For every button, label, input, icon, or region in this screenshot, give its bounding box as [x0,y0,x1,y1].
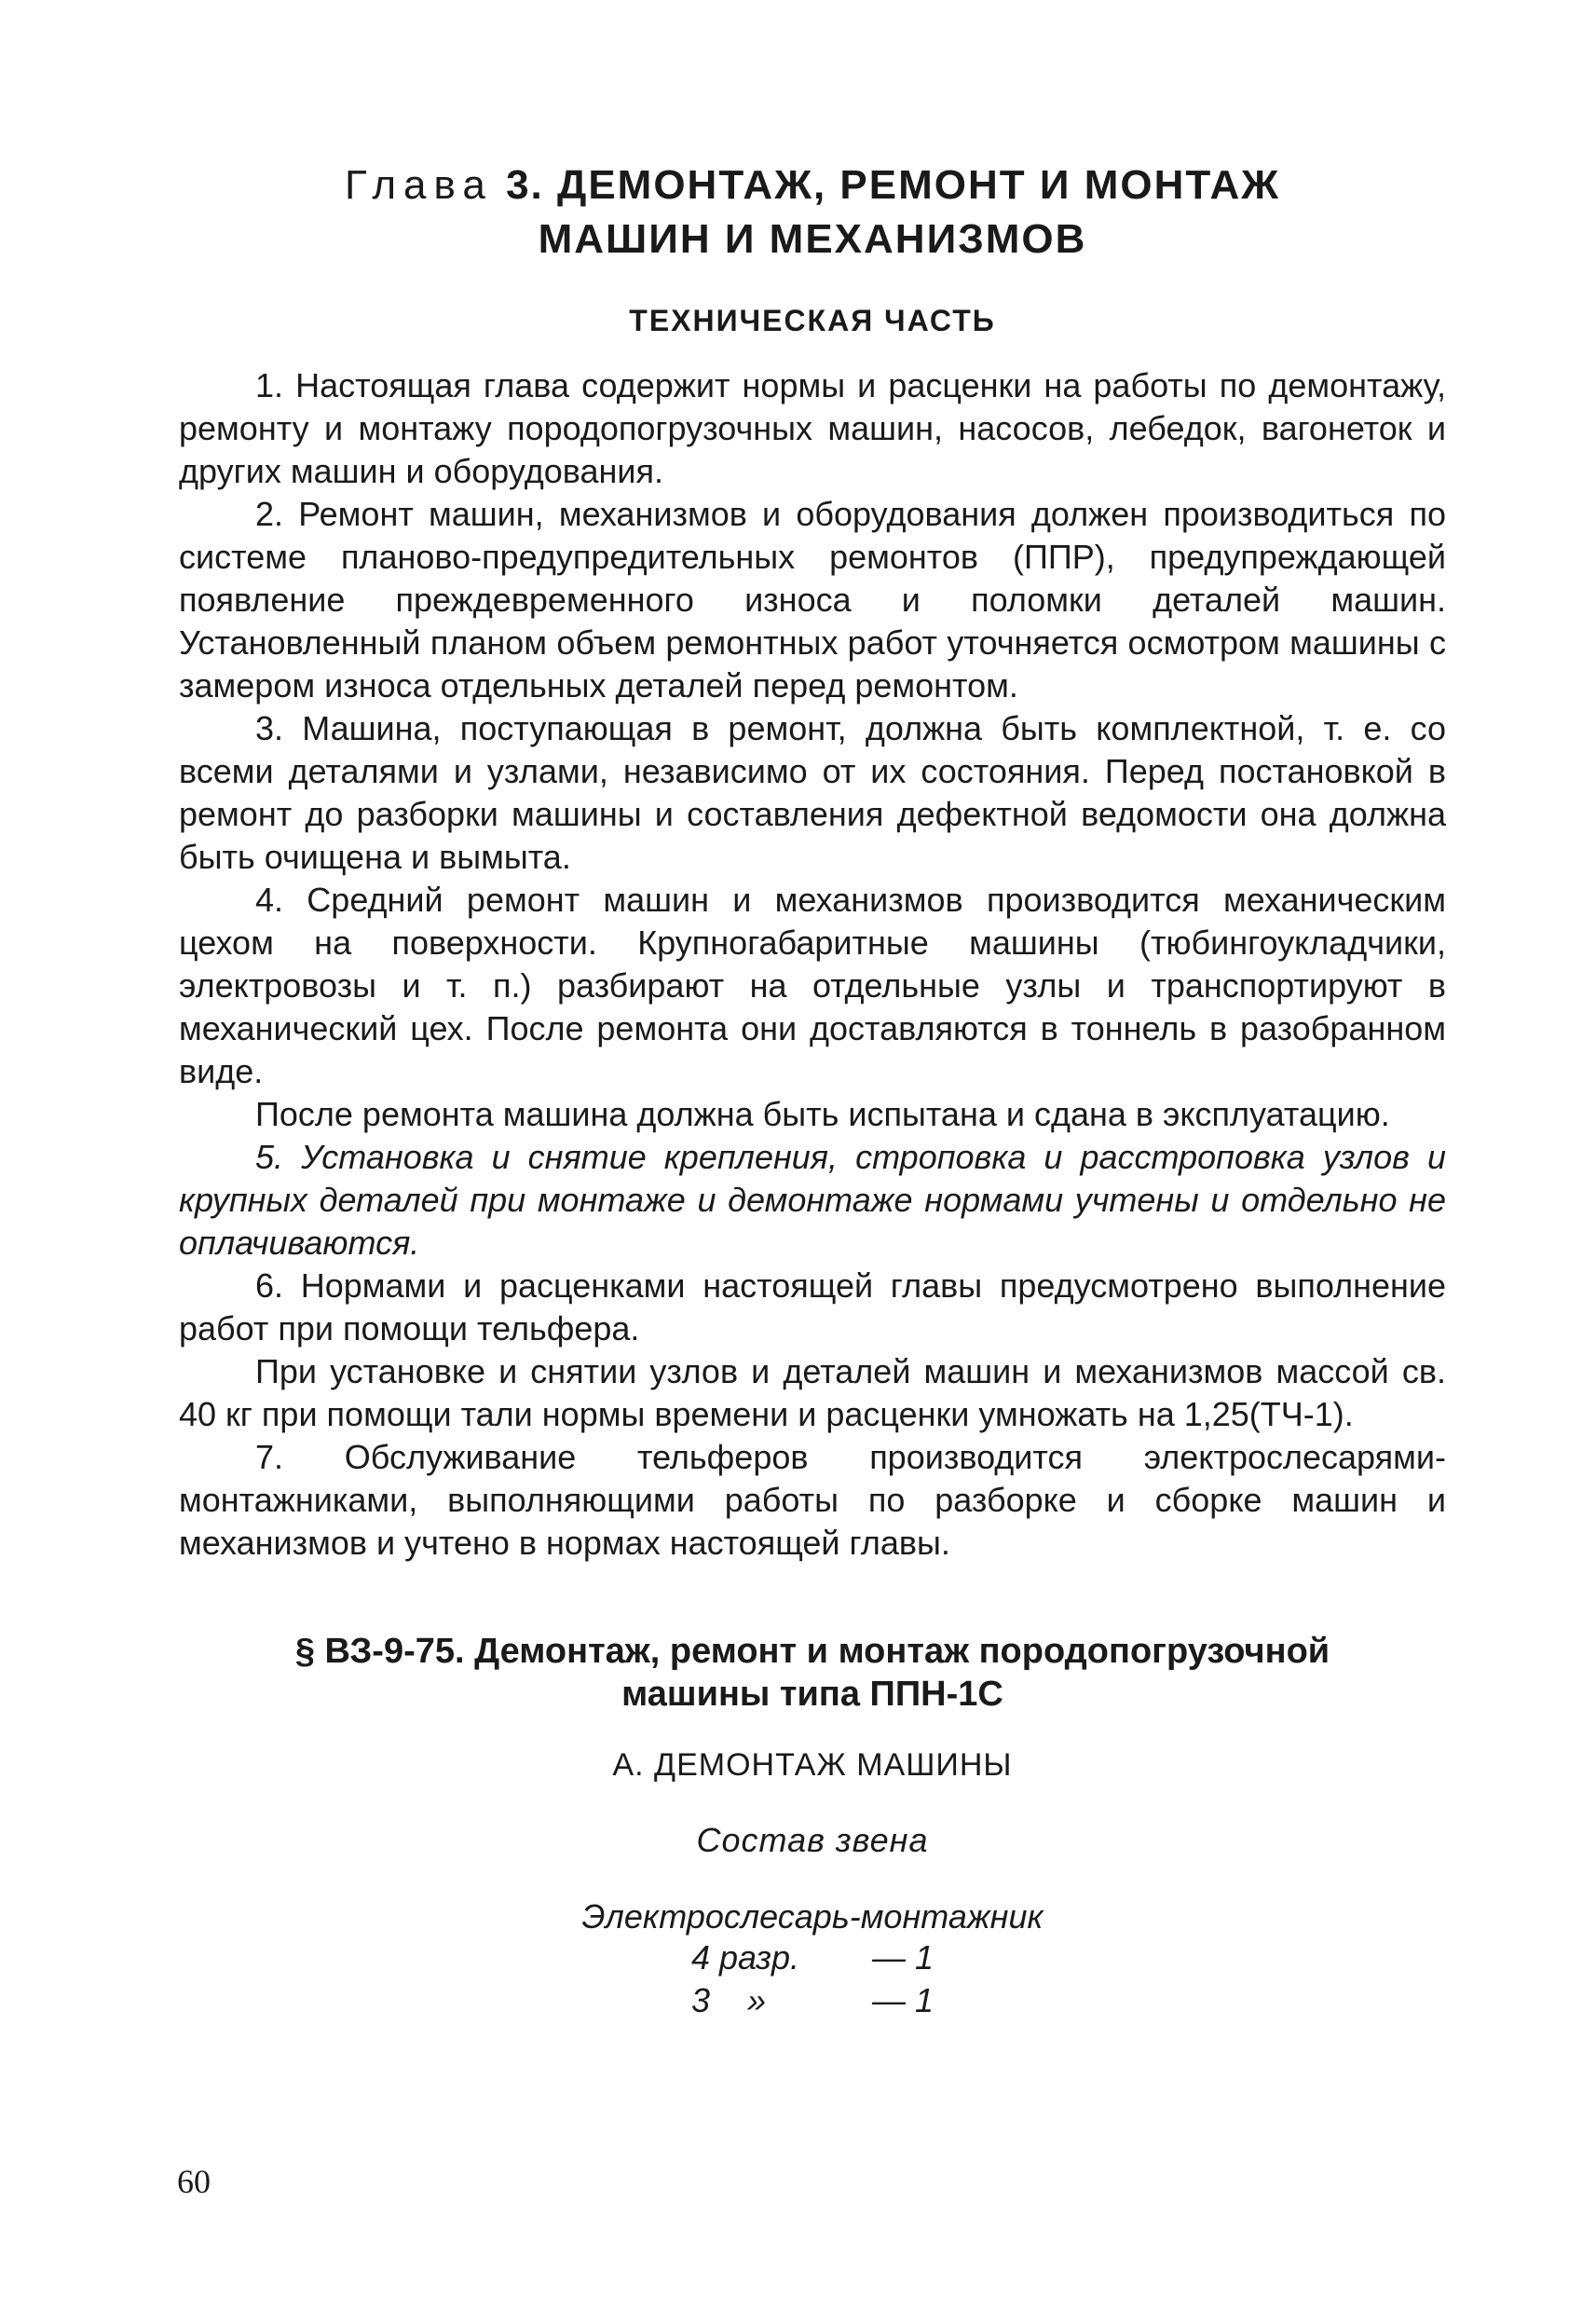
crew-count: — 1 [871,1981,934,2019]
paragraph-1: 1. Настоящая глава содержит нормы и расценки на работы по демонтажу, ремонту и монтажу породопогрузочных машин, насосов, лебедок, вагонеток и других машин и оборудования. [179,366,1446,490]
technical-part-heading: ТЕХНИЧЕСКАЯ ЧАСТЬ [629,304,996,337]
crew-grade: 4 разр. [691,1938,800,1977]
paragraph-2: 2. Ремонт машин, механизмов и оборудования должен производиться по системе планово-предупредительных ремонтов (ППР), предупреждающей появление преждевременного износа и поломки деталей машин. Установленный планом объем ремонтных работ уточняется осмотром машины с замером износа отдельных деталей перед ремонтом. [179,495,1446,705]
paragraph-6: 6. Нормами и расценками настоящей главы предусмотрено выполнение работ при помощи тельфера. [179,1266,1446,1348]
crew-count: — 1 [871,1938,934,1977]
paragraph-7: 7. Обслуживание тельферов производится электрослесарями-монтажниками, выполняющими работы по разборке и сборке машин и механизмов и учтено в нормах настоящей главы. [179,1438,1446,1562]
paragraph-5: 5. Установка и снятие крепления, строповка и расстроповка узлов и крупных деталей при монтаже и демонтаже нормами учтены и отдельно не оплачиваются. [179,1138,1446,1262]
crew-row [691,1936,934,1979]
section-heading [179,1630,1446,1716]
section-heading-line2: машины типа ППН-1С [621,1675,1003,1714]
paragraph-4: 4. Средний ремонт машин и механизмов производится механическим цехом на поверхности. Крупногабаритные машины (тюбингоукладчики, электровозы и т. п.) разбирают на отдельные узлы и транспортируют в механический цех. После ремонта они доставляются в тоннель в разобранном виде. [179,881,1446,1090]
paragraph-3: 3. Машина, поступающая в ремонт, должна быть комплектной, т. е. со всеми деталями и узлами, независимо от их состояния. Перед постановкой в ремонт до разборки машины и составления дефектной ведомости она должна быть очищена и вымыта. [179,709,1446,876]
chapter-title [179,158,1446,267]
paragraph-6-note: При установке и снятии узлов и деталей машин и механизмов массой св. 40 кг при помощи тали нормы времени и расценки умножать на 1,25(ТЧ-1). [179,1352,1446,1433]
chapter-title-line2: МАШИН И МЕХАНИЗМОВ [538,216,1087,262]
technical-part-body [179,364,1446,1565]
crew-role: Электрослесарь-монтажник [581,1897,1044,1936]
section-heading-line1: § ВЗ-9-75. Демонтаж, ремонт и монтаж породопогрузочной [294,1632,1330,1671]
crew-grade: 3 » [691,1981,767,2019]
chapter-title-line1: 3. ДЕМОНТАЖ, РЕМОНТ И МОНТАЖ [506,162,1281,208]
chapter-prefix: Глава [344,162,493,208]
document-page [179,149,1446,2022]
page-number: 60 [177,2163,211,2200]
section-subheading: А. ДЕМОНТАЖ МАШИНЫ [612,1747,1013,1783]
paragraph-4-note: После ремонта машина должна быть испытана и сдана в эксплуатацию. [255,1095,1390,1133]
crew-title: Состав звена [696,1821,929,1859]
crew-row [691,1979,934,2022]
